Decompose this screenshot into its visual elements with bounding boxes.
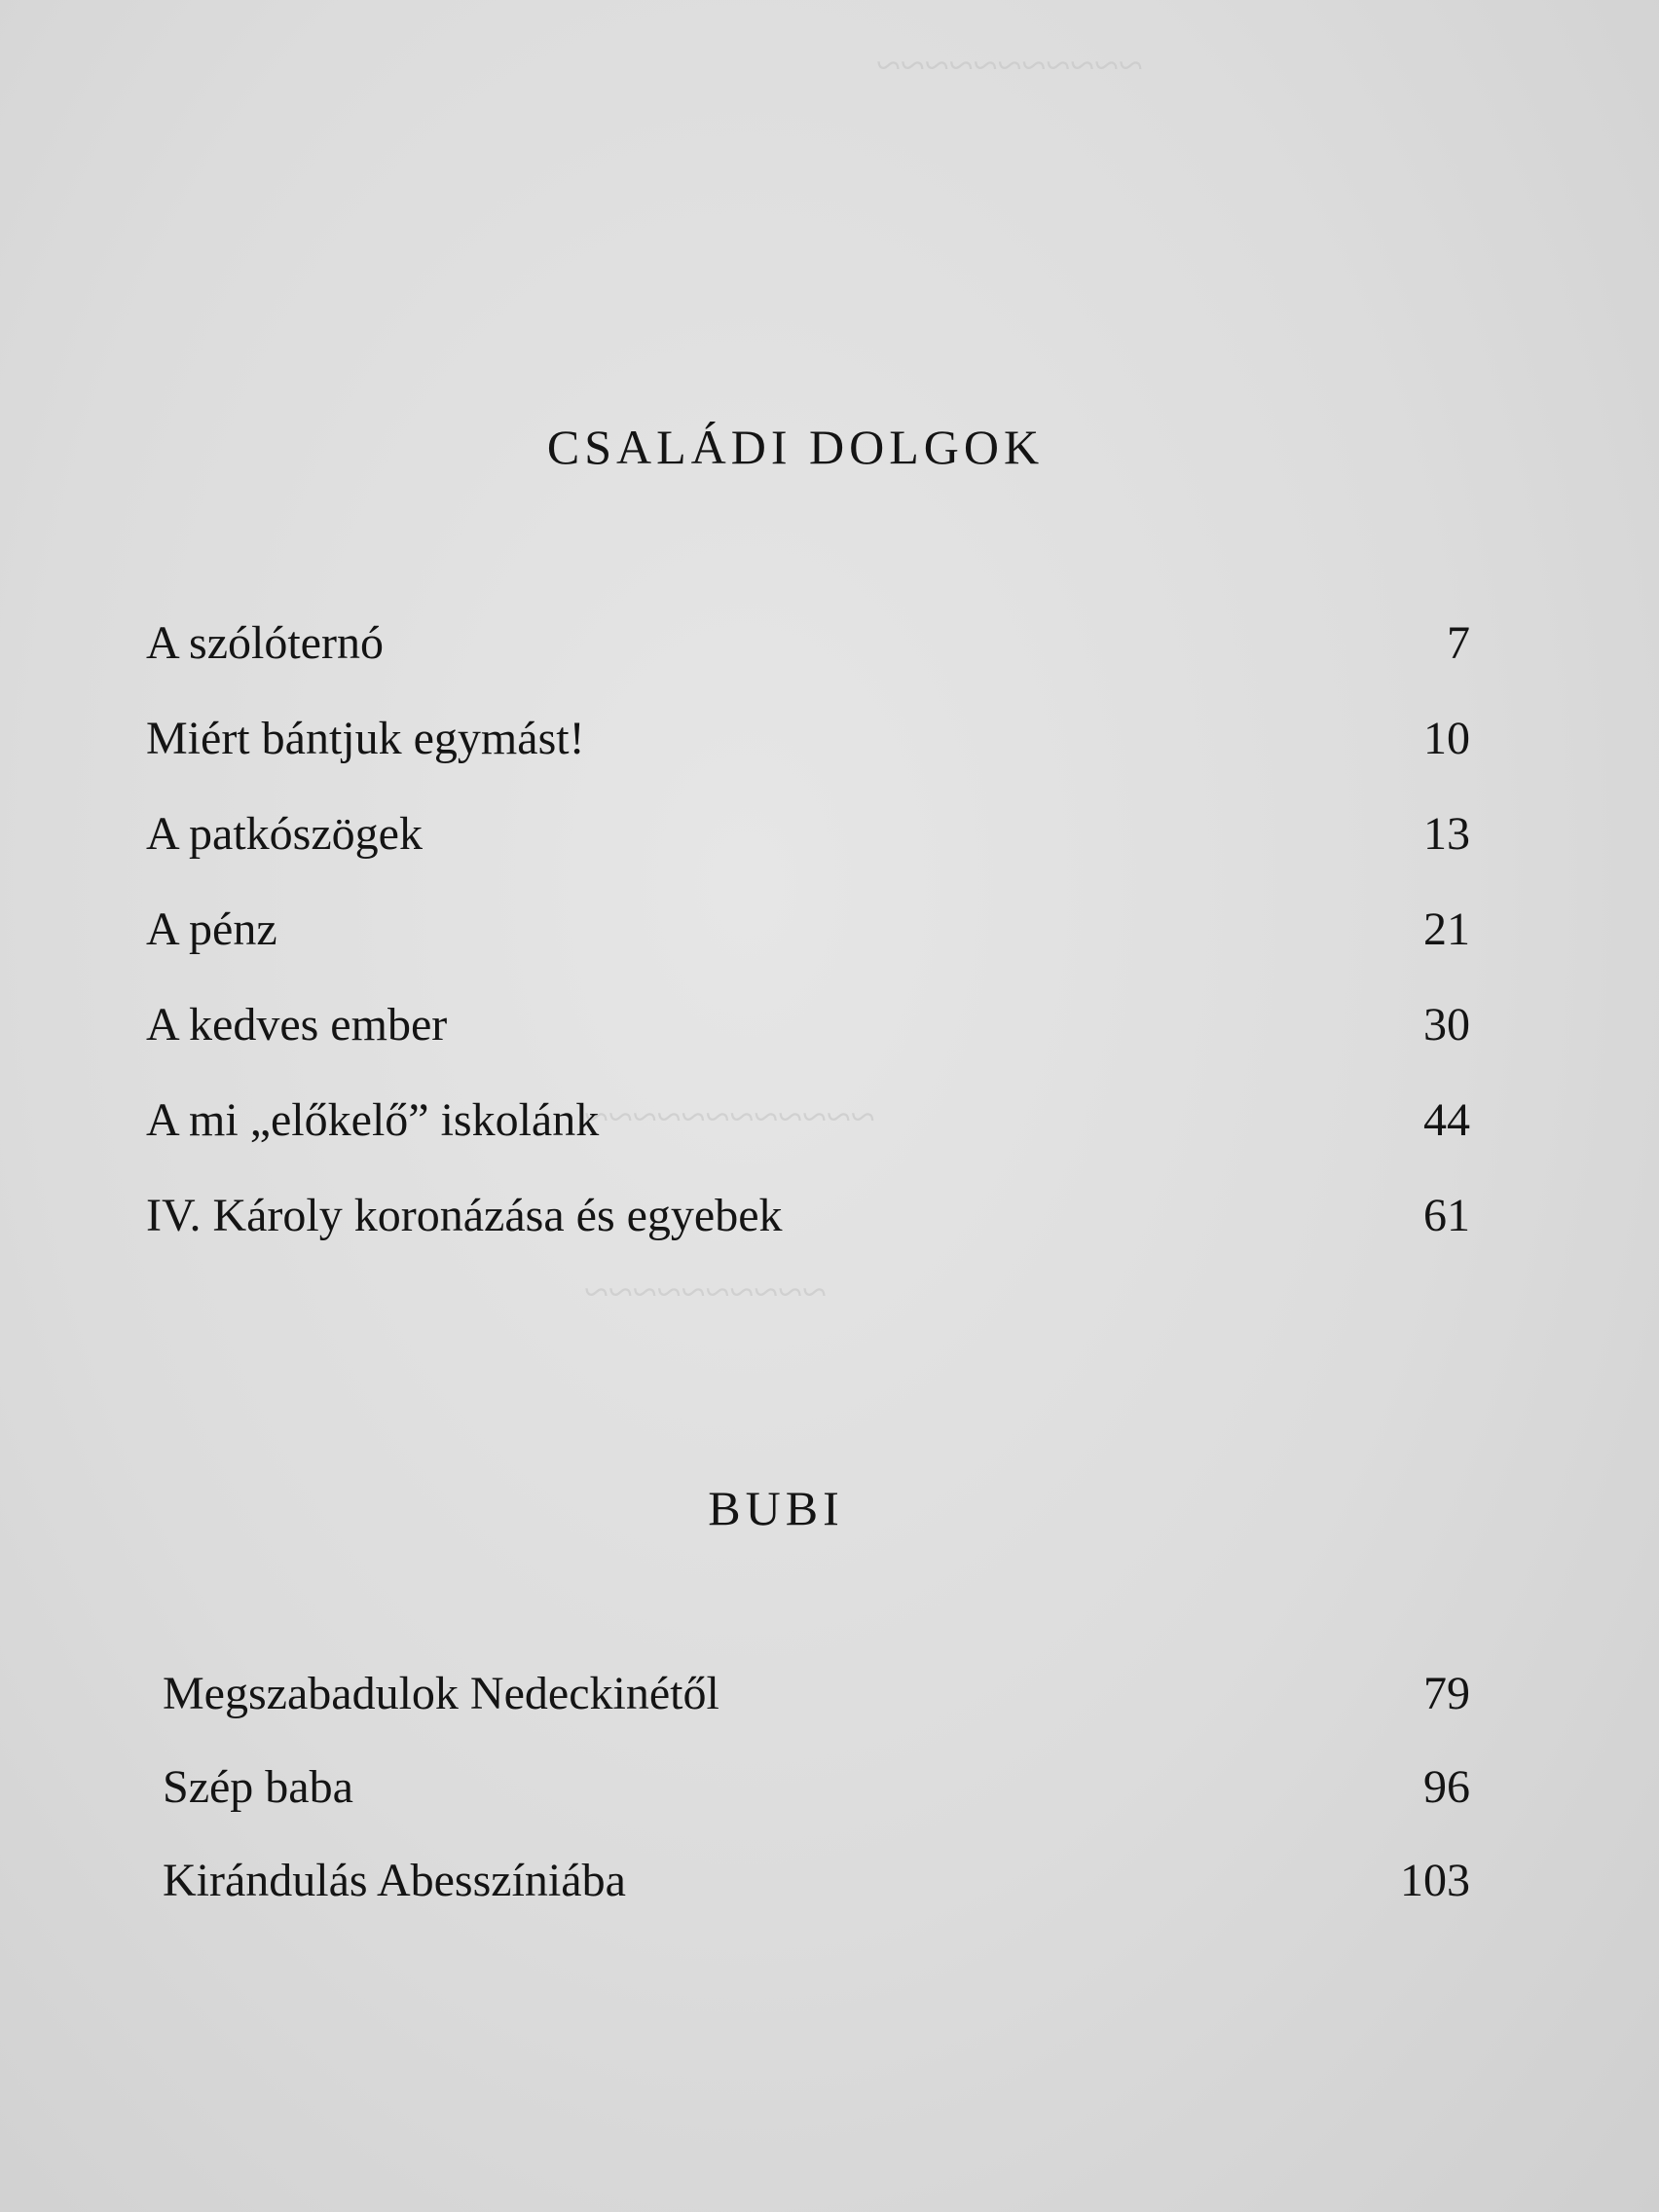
toc-entry-title: A szólóternó [146,617,384,669]
toc-entry[interactable] [146,807,1470,903]
toc-entry[interactable] [146,1093,1470,1189]
toc-entry-title: Kirándulás Abesszíniába [163,1855,626,1906]
toc-entry-title: A mi „előkelő” iskolánk [146,1094,600,1146]
toc-entry[interactable] [146,903,1470,998]
bleed-through-decoration: ~~~~~~~~~~~~ [584,1091,875,1141]
toc-entry-page: 10 [1423,713,1470,764]
toc-entry[interactable] [146,998,1470,1093]
toc-entry[interactable] [163,1854,1470,1947]
toc-entry-title: IV. Károly koronázása és egyebek [146,1190,783,1241]
toc-entry[interactable] [163,1667,1470,1760]
toc-entry-page: 96 [1423,1761,1470,1813]
section-heading-csaladi-dolgok: CSALÁDI DOLGOK [546,420,1045,474]
toc-entry-title: Szép baba [163,1761,353,1813]
toc-entry-page: 21 [1423,903,1470,955]
toc-entry-page: 30 [1423,999,1470,1051]
toc-list-csaladi-dolgok [146,616,1470,1284]
toc-entry[interactable] [146,1189,1470,1284]
toc-entry[interactable] [146,616,1470,712]
toc-entry-page: 79 [1423,1668,1470,1719]
toc-entry-title: A patkószögek [146,808,423,860]
toc-entry-page: 103 [1400,1855,1470,1906]
toc-entry-page: 44 [1423,1094,1470,1146]
section-heading-bubi: BUBI [708,1481,844,1535]
toc-entry-title: A kedves ember [146,999,448,1051]
toc-entry[interactable] [146,712,1470,807]
toc-entry-title: Megszabadulok Nedeckinétől [163,1668,719,1719]
toc-entry[interactable] [163,1760,1470,1854]
toc-entry-title: Miért bántjuk egymást! [146,713,585,764]
toc-entry-page: 7 [1447,617,1470,669]
toc-entry-page: 13 [1423,808,1470,860]
toc-entry-title: A pénz [146,903,277,955]
bleed-through-decoration: ~~~~~~~~~~~ [876,40,1143,90]
toc-list-bubi [163,1667,1470,1947]
bleed-through-decoration: ~~~~~~~~~~ [584,1267,827,1316]
toc-entry-page: 61 [1423,1190,1470,1241]
